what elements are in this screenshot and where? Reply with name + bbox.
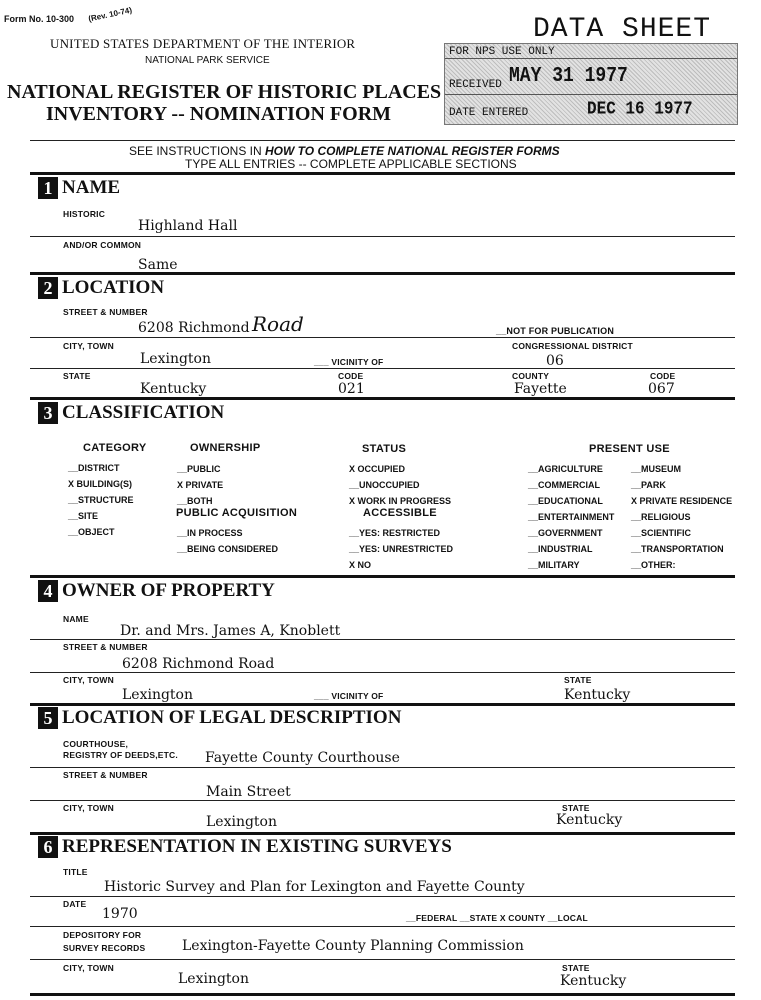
acquisition-in-process: __IN PROCESS [177, 528, 243, 538]
legal-city: Lexington [206, 814, 278, 830]
survey-state-label: STATE [562, 963, 590, 973]
data-sheet-stamp: DATA SHEET [533, 14, 712, 45]
owner-state: Kentucky [564, 687, 631, 703]
nps-use-label: FOR NPS USE ONLY [449, 46, 555, 58]
ownership-heading: OWNERSHIP [190, 442, 261, 454]
ownership-public: __PUBLIC [177, 464, 221, 474]
depository-label-2: SURVEY RECORDS [63, 943, 146, 953]
accessible-restricted: __YES: RESTRICTED [349, 528, 441, 538]
instructions-italic: HOW TO COMPLETE NATIONAL REGISTER FORMS [265, 144, 560, 158]
legal-street-label: STREET & NUMBER [63, 770, 148, 780]
location-city-label: CITY, TOWN [63, 341, 114, 351]
location-street-label: STREET & NUMBER [63, 307, 148, 317]
courthouse: Fayette County Courthouse [205, 750, 400, 766]
present-use-list-left [528, 461, 614, 573]
county-code: 067 [648, 381, 675, 397]
status-heading: STATUS [362, 443, 407, 455]
county: Fayette [514, 381, 567, 397]
use-agriculture: __AGRICULTURE [528, 464, 603, 474]
depository: Lexington-Fayette County Planning Commission [182, 938, 524, 954]
accessible-heading: ACCESSIBLE [363, 507, 437, 519]
historic-label: HISTORIC [63, 209, 106, 219]
ownership-list [177, 461, 223, 509]
use-educational: __EDUCATIONAL [528, 496, 603, 506]
category-district: __DISTRICT [68, 463, 120, 473]
legal-street: Main Street [206, 784, 291, 800]
use-government: __GOVERNMENT [528, 528, 603, 538]
use-museum: __MUSEUM [631, 464, 682, 474]
ownership-private: X PRIVATE [177, 480, 224, 490]
section-5-number: 5 [38, 707, 58, 729]
received-label: RECEIVED [449, 79, 502, 91]
use-industrial: __INDUSTRIAL [528, 544, 593, 554]
instructions-prefix: SEE INSTRUCTIONS IN [129, 144, 266, 158]
owner-name-label: NAME [63, 614, 89, 624]
registry-label: REGISTRY OF DEEDS,ETC. [63, 750, 178, 760]
status-unoccupied: __UNOCCUPIED [349, 480, 420, 490]
not-for-publication: __NOT FOR PUBLICATION [496, 326, 615, 336]
section-5-title: LOCATION OF LEGAL DESCRIPTION [62, 707, 402, 728]
category-list [68, 460, 134, 540]
revision-note: (Rev. 10-74) [87, 5, 133, 24]
survey-date: 1970 [102, 906, 138, 922]
instructions-line2: TYPE ALL ENTRIES -- COMPLETE APPLICABLE SECTIONS [185, 157, 517, 171]
section-2-title: LOCATION [62, 277, 165, 298]
use-religious: __RELIGIOUS [631, 512, 691, 522]
ownership-both: __BOTH [177, 496, 213, 506]
owner-name: Dr. and Mrs. James A, Knoblett [120, 623, 341, 639]
received-date: MAY 31 1977 [509, 64, 628, 88]
use-military: __MILITARY [528, 560, 580, 570]
category-site: __SITE [68, 511, 99, 521]
location-vicinity: ___ VICINITY OF [314, 357, 384, 367]
depository-label-1: DEPOSITORY FOR [63, 930, 142, 940]
state-code-label: CODE [338, 371, 364, 381]
department-name: UNITED STATES DEPARTMENT OF THE INTERIOR [50, 36, 356, 51]
location-street: 6208 Richmond [138, 320, 250, 336]
form-number: Form No. 10-300 [4, 14, 75, 24]
owner-city: Lexington [122, 687, 194, 703]
county-code-label: CODE [650, 371, 676, 381]
date-entered-label: DATE ENTERED [449, 107, 529, 119]
acquisition-list [177, 525, 278, 557]
use-private-residence: X PRIVATE RESIDENCE [631, 496, 733, 506]
county-label: COUNTY [512, 371, 550, 381]
handwritten-road: Road [252, 312, 304, 336]
courthouse-label: COURTHOUSE, [63, 739, 129, 749]
owner-street: 6208 Richmond Road [122, 656, 275, 672]
survey-title-label: TITLE [63, 867, 88, 877]
form-title-line2: INVENTORY -- NOMINATION FORM [46, 103, 392, 125]
owner-vicinity: ___ VICINITY OF [314, 691, 384, 701]
use-park: __PARK [631, 480, 666, 490]
owner-street-label: STREET & NUMBER [63, 642, 148, 652]
owner-state-label: STATE [564, 675, 592, 685]
section-1-number: 1 [38, 177, 58, 199]
historic-name: Highland Hall [138, 218, 238, 234]
accessible-unrestricted: __YES: UNRESTRICTED [349, 544, 454, 554]
category-heading: CATEGORY [83, 442, 147, 454]
date-entered-value: DEC 16 1977 [587, 98, 693, 120]
use-entertainment: __ENTERTAINMENT [528, 512, 615, 522]
section-1-title: NAME [62, 177, 121, 198]
congressional-district-label: CONGRESSIONAL DISTRICT [512, 341, 633, 351]
location-state: Kentucky [140, 381, 207, 397]
use-other: __OTHER: [631, 560, 676, 570]
acquisition-being-considered: __BEING CONSIDERED [177, 544, 279, 554]
survey-state: Kentucky [560, 973, 627, 989]
category-object: __OBJECT [68, 527, 115, 537]
location-city: Lexington [140, 351, 212, 367]
survey-city: Lexington [178, 971, 250, 987]
common-name-label: AND/OR COMMON [63, 240, 142, 250]
state-code: 021 [338, 381, 365, 397]
survey-title: Historic Survey and Plan for Lexington and Fayette County [104, 879, 525, 895]
status-work-in-progress: X WORK IN PROGRESS [349, 496, 452, 506]
use-transportation: __TRANSPORTATION [631, 544, 724, 554]
location-state-label: STATE [63, 371, 91, 381]
section-6-number: 6 [38, 836, 58, 858]
legal-state-label: STATE [562, 803, 590, 813]
form-title-line1: NATIONAL REGISTER OF HISTORIC PLACES [7, 81, 442, 103]
survey-levels: __FEDERAL __STATE X COUNTY __LOCAL [406, 913, 588, 923]
survey-city-label: CITY, TOWN [63, 963, 114, 973]
section-3-title: CLASSIFICATION [62, 402, 225, 423]
section-3-number: 3 [38, 402, 58, 424]
section-4-number: 4 [38, 580, 58, 602]
use-commercial: __COMMERCIAL [528, 480, 601, 490]
congressional-district: 06 [546, 353, 564, 369]
use-scientific: __SCIENTIFIC [631, 528, 692, 538]
legal-city-label: CITY, TOWN [63, 803, 114, 813]
legal-state: Kentucky [556, 812, 623, 828]
accessible-no: X NO [349, 560, 372, 570]
nps-use-box [444, 43, 738, 125]
survey-date-label: DATE [63, 899, 87, 909]
status-occupied: X OCCUPIED [349, 464, 406, 474]
category-buildings: X BUILDING(S) [68, 479, 132, 489]
section-6-title: REPRESENTATION IN EXISTING SURVEYS [62, 836, 452, 857]
instructions-line1 [129, 144, 560, 158]
accessible-list [349, 525, 453, 573]
category-structure: __STRUCTURE [68, 495, 134, 505]
status-list [349, 461, 451, 509]
service-name: NATIONAL PARK SERVICE [145, 55, 270, 66]
owner-city-label: CITY, TOWN [63, 675, 114, 685]
present-use-heading: PRESENT USE [589, 443, 670, 455]
common-name: Same [138, 257, 178, 273]
section-4-title: OWNER OF PROPERTY [62, 580, 275, 601]
section-2-number: 2 [38, 277, 58, 299]
public-acquisition-heading: PUBLIC ACQUISITION [176, 507, 298, 519]
present-use-list-right [631, 461, 732, 573]
